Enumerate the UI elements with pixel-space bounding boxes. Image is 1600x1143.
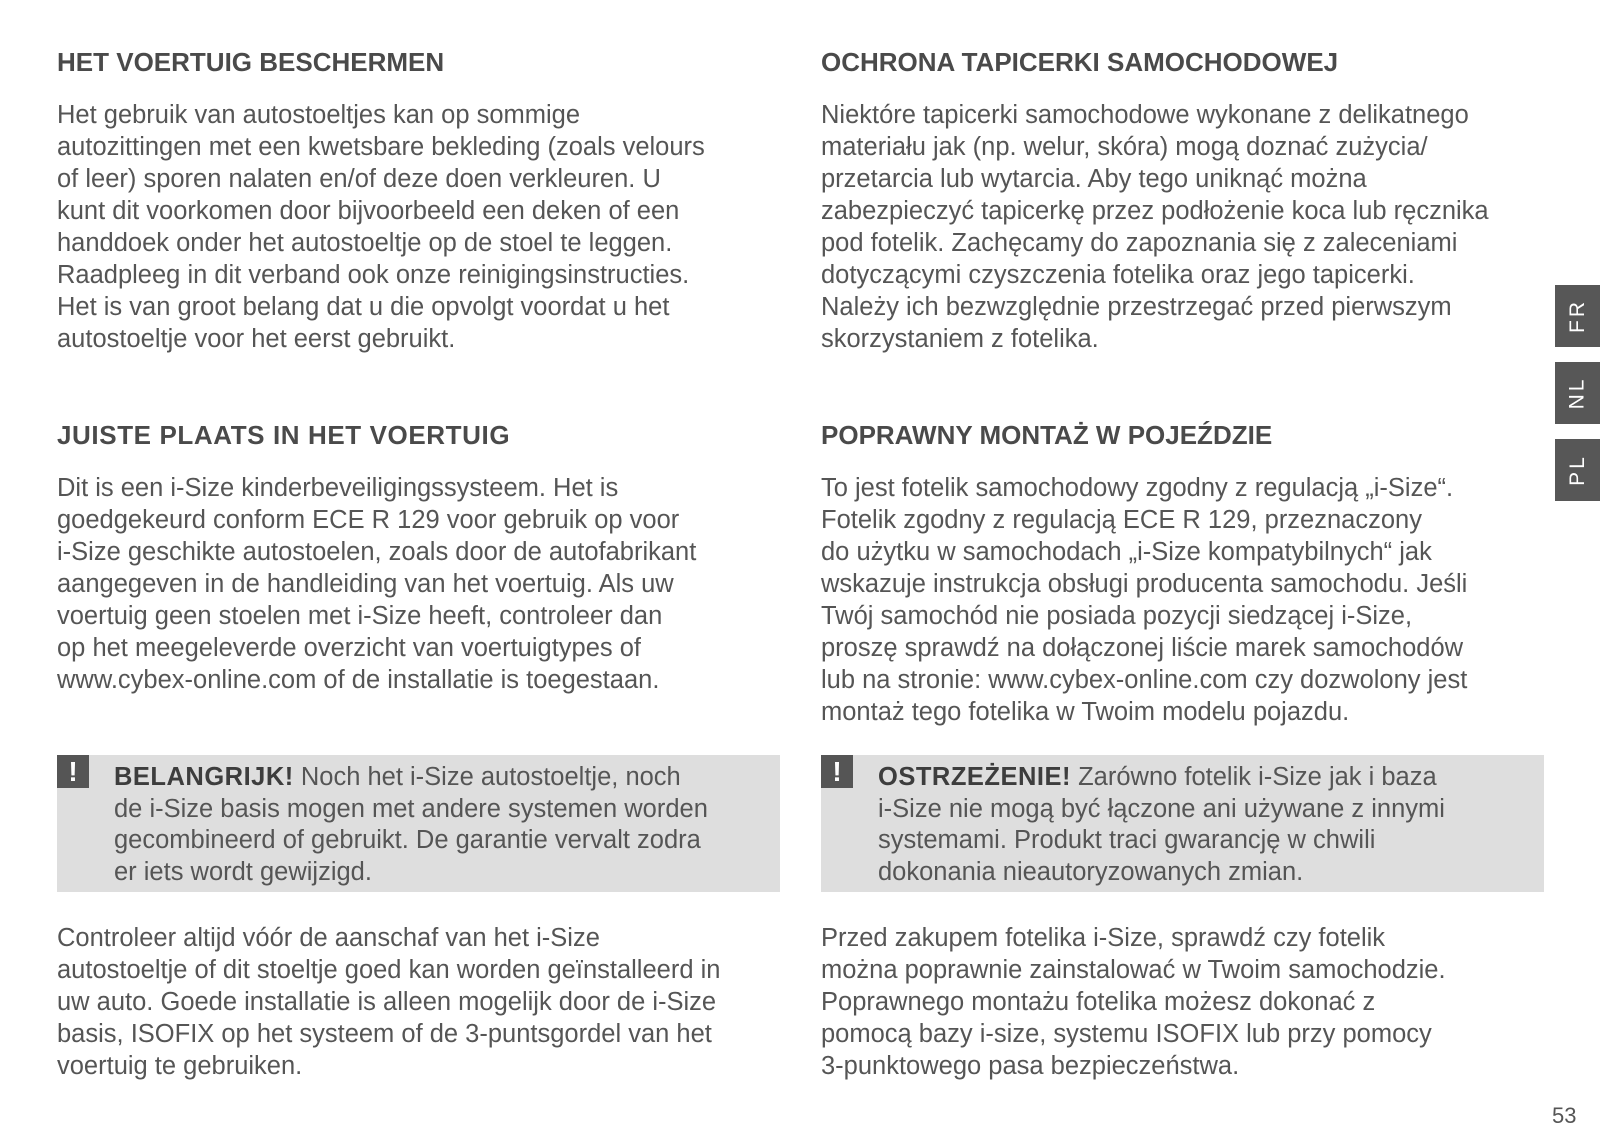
text-line: Controleer altijd vóór de aanschaf van het i-Size [57,924,600,952]
note-text-start: Zarówno fotelik i-Size jak i baza [1071,763,1437,791]
text-line: aangegeven in de handleiding van het voertuig. Als uw [57,570,674,598]
text-line: voertuig geen stoelen met i-Size heeft, controleer dan [57,602,663,630]
text-line: dokonania nieautoryzowanych zmian. [878,857,1304,886]
text-line: autostoeltje voor het eerst gebruikt. [57,325,456,353]
text-line: Dit is een i-Size kinderbeveiligingssysteem. Het is [57,474,619,502]
text-line: zabezpieczyć tapicerkę przez podłożenie koca lub ręcznika [821,197,1489,225]
text-line: Należy ich bezwzględnie przestrzegać przed pierwszym [821,293,1452,321]
heading-protect-vehicle: HET VOERTUIG BESCHERMEN [57,47,445,77]
text-line: Raadpleeg in dit verband ook onze reinigingsinstructies. [57,261,690,289]
text-line: skorzystaniem z fotelika. [821,325,1099,353]
text-line: przetarcia lub wytarcia. Aby tego uniknąć można [821,165,1367,193]
text-line: handdoek onder het autostoeltje op de stoel te leggen. [57,229,673,257]
text-line: lub na stronie: www.cybex-online.com czy dozwolony jest [821,666,1468,694]
text-line: można poprawnie zainstalować w Twoim samochodzie. [821,956,1446,984]
text-line: i-Size nie mogą być łączone ani używane z innymi [878,794,1445,823]
text-line: pod fotelik. Zachęcamy do zapoznania się z zaleceniami [821,229,1458,257]
heading-upholstery-protection: OCHRONA TAPICERKI SAMOCHODOWEJ [821,47,1339,77]
important-note-box [57,755,780,892]
text-line: systemami. Produkt traci gwarancję w chwili [878,826,1376,854]
text-line: of leer) sporen nalaten en/of deze doen verkleuren. U [57,165,661,193]
text-line: de i-Size basis mogen met andere systemen worden [114,794,708,823]
paragraph-correct-installation [821,472,1467,728]
page-number: 53 [1552,1103,1577,1128]
note-first-line [114,762,708,794]
note-first-line [878,762,1445,794]
text-line: pomocą bazy i-size, systemu ISOFIX lub przy pomocy [821,1020,1432,1048]
text-line: montaż tego fotelika w Twoim modelu pojazdu. [821,698,1350,726]
text-line: autozittingen met een kwetsbare bekleding (zoals velours [57,133,705,161]
paragraph-upholstery-protection [821,99,1489,355]
text-line: i-Size geschikte autostoelen, zoals door de autofabrikant [57,538,697,566]
warning-icon: ! [821,755,853,788]
text-line: Twój samochód nie posiada pozycji siedzącej i-Size, [821,602,1413,630]
text-line: proszę sprawdź na dołączonej liście marek samochodów [821,634,1464,662]
text-line: Het gebruik van autostoeltjes kan op sommige [57,101,581,129]
text-line: Poprawnego montażu fotelika możesz dokonać z [821,988,1376,1016]
text-line: Przed zakupem fotelika i-Size, sprawdź czy fotelik [821,924,1386,952]
paragraph-correct-position [57,472,696,696]
text-line: To jest fotelik samochodowy zgodny z regulacją „i-Size“. [821,474,1454,502]
text-line: do użytku w samochodach „i-Size kompatybilnych“ jak [821,538,1432,566]
language-tab-label: FR [1565,299,1589,333]
text-line: basis, ISOFIX op het systeem of de 3-puntsgordel van het [57,1020,712,1048]
text-line: Niektóre tapicerki samochodowe wykonane z delikatnego [821,101,1469,129]
text-line: Het is van groot belang dat u die opvolgt voordat u het [57,293,670,321]
text-line: Fotelik zgodny z regulacją ECE R 129, przeznaczony [821,506,1422,534]
text-line: er iets wordt gewijzigd. [114,857,372,886]
text-line: goedgekeurd conform ECE R 129 voor gebruik op voor [57,506,680,534]
language-tab-fr[interactable] [1555,285,1600,347]
important-label: BELANGRIJK! [114,763,294,791]
important-note-text [114,762,708,888]
heading-correct-installation: POPRAWNY MONTAŻ W POJEŹDZIE [821,420,1273,450]
text-line: kunt dit voorkomen door bijvoorbeeld een deken of een [57,197,680,225]
warning-label: OSTRZEŻENIE! [878,763,1072,791]
text-line: materiału jak (np. welur, skóra) mogą doznać zużycia/ [821,133,1428,161]
text-line: dotyczącymi czyszczenia fotelika oraz jego tapicerki. [821,261,1415,289]
language-tab-label: NL [1565,376,1589,410]
text-line: autostoeltje of dit stoeltje goed kan worden geïnstalleerd in [57,956,721,984]
paragraph-protect-vehicle [57,99,705,355]
paragraph-check-installation [57,922,720,1082]
text-line: op het meegeleverde overzicht van voertuigtypes of [57,634,642,662]
language-tab-pl[interactable] [1555,439,1600,501]
text-line: uw auto. Goede installatie is alleen mogelijk door de i-Size [57,988,717,1016]
text-line: gecombineerd of gebruikt. De garantie vervalt zodra [114,826,701,854]
text-line: www.cybex-online.com of de installatie is toegestaan. [57,666,660,694]
warning-icon: ! [57,755,89,788]
heading-correct-position: JUISTE PLAATS IN HET VOERTUIG [57,420,511,450]
warning-note-box [821,755,1544,892]
note-text-start: Noch het i-Size autostoeltje, noch [293,763,681,791]
text-line: wskazuje instrukcja obsługi producenta samochodu. Jeśli [821,570,1468,598]
warning-note-text [878,762,1445,888]
text-line: voertuig te gebruiken. [57,1052,303,1080]
paragraph-before-purchase [821,922,1446,1082]
language-tab-nl[interactable] [1555,362,1600,424]
text-line: 3-punktowego pasa bezpieczeństwa. [821,1052,1240,1080]
language-tab-label: PL [1565,454,1589,486]
